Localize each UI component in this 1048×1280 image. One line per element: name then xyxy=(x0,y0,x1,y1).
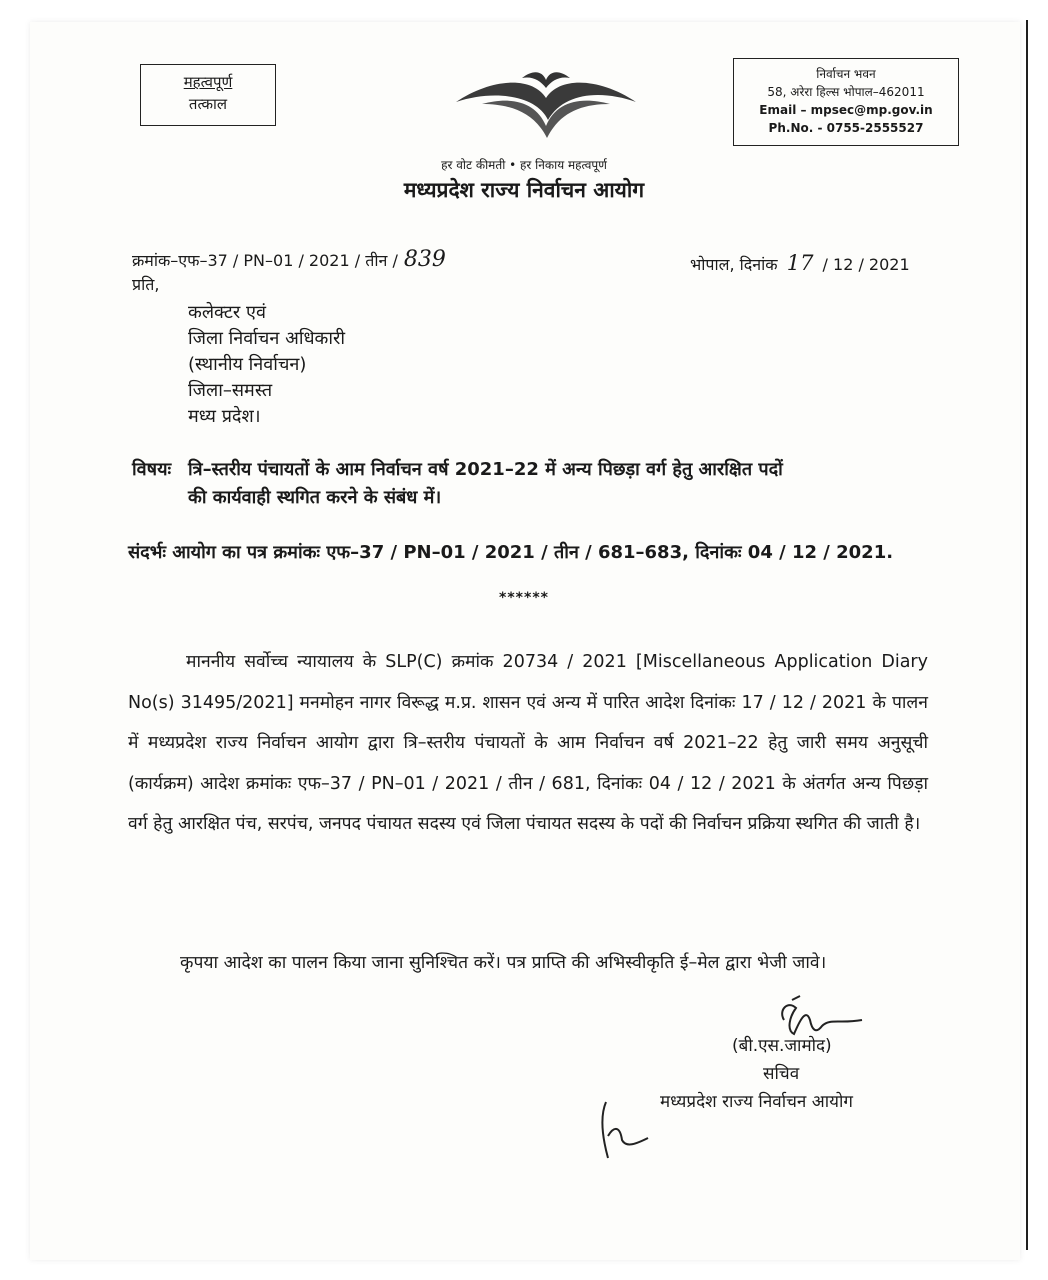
signatory-name: (बी.एस.जामोद) xyxy=(732,1036,832,1056)
open-book-bird-logo-icon xyxy=(452,68,640,140)
address-building: निर्वाचन भवन xyxy=(816,67,876,81)
address-box xyxy=(733,58,959,146)
signatory-organization: मध्यप्रदेश राज्य निर्वाचन आयोग xyxy=(660,1092,853,1112)
signature-block xyxy=(660,1032,930,1116)
recipient-line: जिला–समस्त xyxy=(188,380,273,401)
recipient-address xyxy=(188,300,345,430)
initials-icon xyxy=(592,1096,662,1166)
subject xyxy=(132,456,942,512)
recipient-line: मध्य प्रदेश। xyxy=(188,406,261,427)
place-date-prefix: भोपाल, दिनांक xyxy=(690,255,778,274)
signatory-designation: सचिव xyxy=(763,1064,800,1084)
subject-line-1: त्रि–स्तरीय पंचायतों के आम निर्वाचन वर्ष 2021–22 में अन्य पिछड़ा वर्ग हेतु आरक्षित पदों xyxy=(188,459,783,480)
slogan: हर वोट कीमती • हर निकाय महत्वपूर्ण xyxy=(441,158,607,172)
place-date xyxy=(690,251,910,275)
recipient-line: जिला निर्वाचन अधिकारी xyxy=(188,328,346,349)
address-phone: Ph.No. - 0755-2555527 xyxy=(768,121,924,135)
reference-number-handwritten: 839 xyxy=(403,247,446,272)
address-email: Email – mpsec@mp.gov.in xyxy=(759,103,933,117)
recipient-line: (स्थानीय निर्वाचन) xyxy=(188,354,307,375)
reference-number-text: क्रमांक–एफ–37 / PN–01 / 2021 / तीन / xyxy=(132,251,398,270)
urgent-label: तत्काल xyxy=(188,95,228,113)
scan-edge-line xyxy=(1026,20,1028,1250)
body-paragraph-1: माननीय सर्वोच्च न्यायालय के SLP(C) क्रमांक 20734 / 2021 [Miscellaneous Application Diary No(s) 31495/2021] मनमोहन नागर विरूद्ध म.प्र. शासन एवं अन्य में पारित आदेश दिनांकः 17 / 12 / 2021 के पालन में मध्यप्रदेश राज्य निर्वाचन आयोग द्वारा त्रि–स्तरीय पंचायतों के आम निर्वाचन वर्ष 2021–22 हेतु जारी समय अनुसूची (कार्यक्रम) आदेश क्रमांकः एफ–37 / PN–01 / 2021 / तीन / 681, दिनांकः 04 / 12 / 2021 के अंतर्गत अन्य पिछड़ा वर्ग हेतु आरक्षित पंच, सरपंच, जनपद पंचायत सदस्य एवं जिला पंचायत सदस्य के पदों की निर्वाचन प्रक्रिया स्थगित की जाती है। xyxy=(128,652,928,834)
reference-number xyxy=(132,247,446,272)
subject-line-2: की कार्यवाही स्थगित करने के संबंध में। xyxy=(188,487,442,508)
priority-box xyxy=(140,64,276,126)
date-rest: / 12 / 2021 xyxy=(822,255,910,274)
body-paragraph-2: कृपया आदेश का पालन किया जाना सुनिश्चित करें। पत्र प्राप्ति की अभिस्वीकृति ई–मेल द्वारा भेजी जावे। xyxy=(180,953,827,973)
address-street: 58, अरेरा हिल्स भोपाल–462011 xyxy=(767,85,925,99)
to-label: प्रति, xyxy=(132,275,160,294)
recipient-line: कलेक्टर एवं xyxy=(188,302,266,323)
commission-title: मध्यप्रदेश राज्य निर्वाचन आयोग xyxy=(403,178,645,202)
reference-line: संदर्भः आयोग का पत्र क्रमांकः एफ–37 / PN–01 / 2021 / तीन / 681–683, दिनांकः 04 / 12 / 2021. xyxy=(128,542,894,563)
separator: ****** xyxy=(499,590,549,606)
priority-label: महत्वपूर्ण xyxy=(183,73,233,91)
subject-label: विषयः xyxy=(132,459,172,480)
date-day-handwritten: 17 xyxy=(786,251,814,275)
